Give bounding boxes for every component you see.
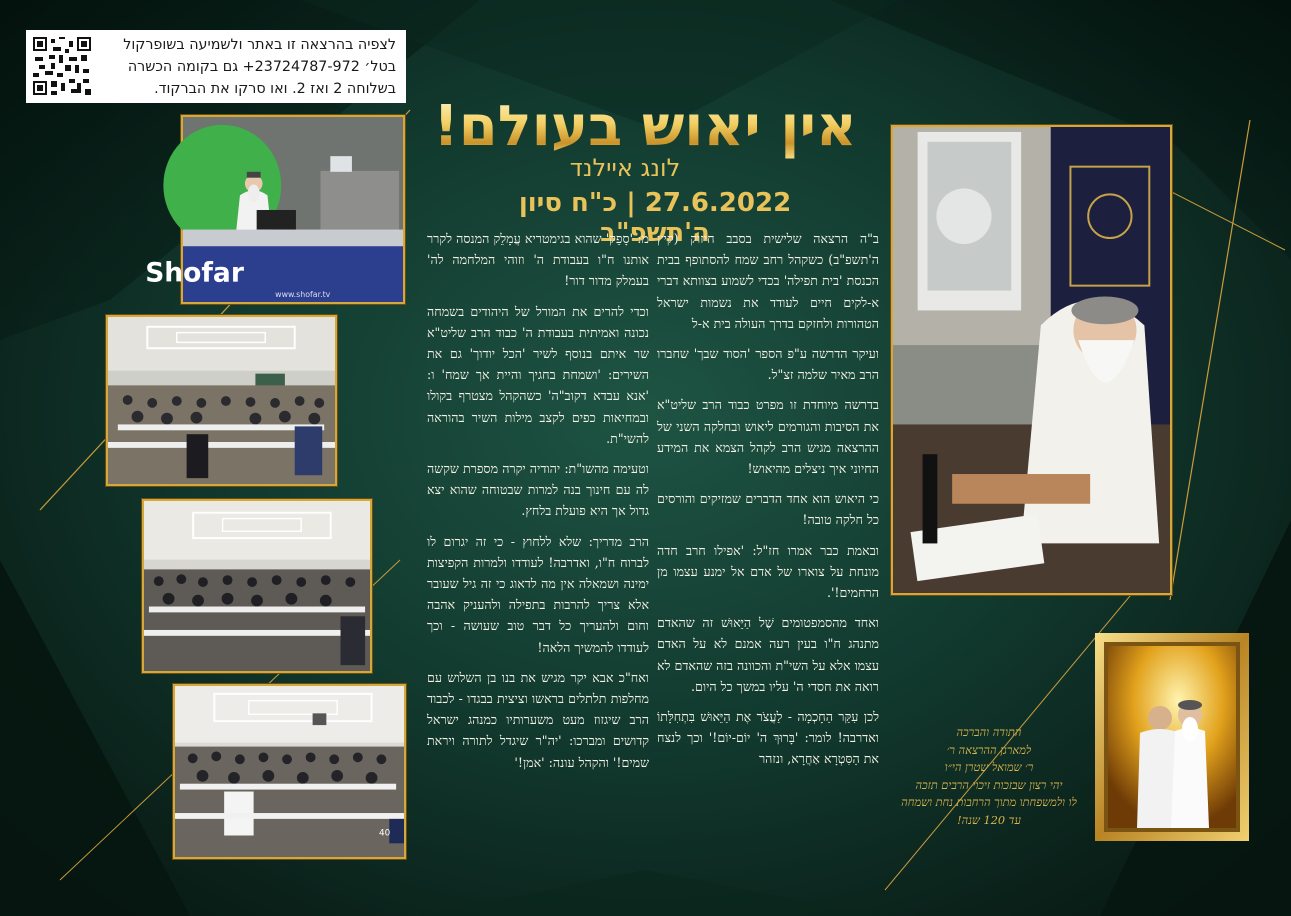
dedication-line: התודה והברכה <box>956 726 1022 739</box>
photo-audience-hall-2 <box>142 499 372 673</box>
badge-number: 40 <box>379 828 391 839</box>
dedication-line: עד 120 שנה! <box>957 813 1021 827</box>
dedication-line: לו ולמשפחתו מתוך הרחבות נחת ושמחה <box>901 796 1077 810</box>
paragraph: ועיקר הדרשה ע"פ הספר 'הסוד שבך' שחברו הרב מאיר שלמה זצ"ל. <box>657 346 879 383</box>
photo-shofar-studio <box>145 115 405 304</box>
page-title: אין יאוש בעולם! <box>420 95 870 159</box>
paragraph: ואח"כ אבא יקר מגיש את בנו בן השלוש עם מחלפות תלתלים בראשו וציצית בבגדו - לכבוד הרב שיגזוז מעט משערותיו כמנהג ישראל קדושים ומברכו: 'יה"ר שיגדל לתורה ויראת שמים!' והקהל עונה: 'אמן!' <box>427 669 649 770</box>
photo-audience-hall-1 <box>106 315 337 486</box>
paragraph: ב"ה הרצאה שלישית בסבב חיזוק (קיץ ה'תשפ"ב) כשקהל רחב שמח להסתופף בבית הכנסת 'בית תפילה' בכדי לשמוע בצוותא דברי א-לקים חיים לעודד את נשמות ישראל הטהורות ולחזקם בדרך העולה בית א-ל <box>657 231 879 331</box>
paragraph: וכדי להרים את המורל של היהודים בשמחה נכונה ואמיתית בעבודת ה' כבוד הרב שליט"א שר איתם בנוסף לשיר 'הכל יודוך' גם את השירים: 'ושמחת בחגיך והיית אך שמח' ו: 'אנא עבדא דקוב"ה' כשהקהל מצטרף בקולו ובמחיאות כפים לקצב מילות השיר בהוראה להשי"ת. <box>427 303 649 446</box>
dedication-line: ר׳ שמואל שטרן הי״ו <box>944 761 1034 775</box>
paragraph: לכן עִקַּר הַחָכְמָה - לַעֲצֹר אֶת הַיֵּאוּשׁ בִּתְחִלָּתוֹ ואדרבה! לומר: 'בָּרוּךְ ה' יוֹם-יוֹם!' וכך לנצח את הַסִּטְרָא אַחֲרָא, ונזהר <box>657 709 879 767</box>
qr-banner <box>26 30 406 103</box>
shofar-sign-text: Shofar <box>145 257 244 289</box>
paragraph: בדרשה מיוחדת זו מפרט כבוד הרב שליט"א את הסיבות והגורמים ליאוש ובחלקה השני של ההרצאה מגיש הרב לקהל הצמא את המידע החיוני איך ניצלים מהיאוש! <box>657 397 879 477</box>
paragraph: מ: 'סָפֵק' שהוא בגימטריא עֲמָלֵק המנסה לקרר אותנו ח"ו בעבודת ה' וזוהי המלחמה לה' בעמלק מדור דור! <box>427 231 649 289</box>
qr-line-1: לצפיה בהרצאה זו באתר ולשמיעה בשופרקול <box>123 37 396 53</box>
shofar-url-text: www.shofar.tv <box>275 290 331 300</box>
event-date: 27.6.2022 | כ"ח סיון ה'תשפ"ב <box>518 188 792 248</box>
dedication-text <box>878 724 1100 830</box>
photo-rabbi-lecturing <box>891 125 1172 595</box>
article-right-column <box>657 228 879 779</box>
qr-line-2: בטל׳ 23724787-972+ גם בקומה הכשרה <box>127 59 396 75</box>
article-left-column <box>427 228 649 782</box>
paragraph: וטעימה מהשו"ת: יהודיה יקרה מספרת שקשה לה עם חינוך בנה למרות שבטוחה שהוא יצא גדול אך היא פועלת בלחץ. <box>427 461 649 519</box>
photo-audience-hall-3 <box>173 684 406 859</box>
paragraph: ובאמת כבר אמרו חז"ל: 'אפילו חרב חדה מונחת על צוארו של אדם אל ימנע עצמו מן הרחמים!'. <box>657 542 879 601</box>
photo-gold-framed-portrait <box>1095 633 1249 841</box>
dedication-line: יהי רצון שבזכות זיכוי הרבים תזכה <box>915 778 1063 792</box>
dedication-line: למארגן ההרצאה ר׳ <box>946 743 1032 757</box>
paragraph: כי היאוש הוא אחד הדברים שמזיקים והורסים כל חלקה טובה! <box>657 491 879 528</box>
paragraph: הרב מדריך: שלא ללחוץ - כי זה יגרום לו לברוח ח"ו, ואדרבה! לעודדו ולמרות הקפיצות ימינה ושמאלה אין מה לדאוג כי זה גיל שעובר אלא צריך להרבות בתפילה ולהעניק אהבה וחום ולהעריך כל דבר טוב שעושה - וכך לעודדו להמשיך הלאה! <box>427 533 649 655</box>
qr-code-icon[interactable] <box>33 37 91 95</box>
paragraph: ואחד מהסמפטומים שֶׁל הַיֵּאוּשׁ זה שהאדם מתנהג ח"ו בעין רעה אמנם לא על האדם עצמו אלא על השי"ת והכוונה בזה שהאדם לא רואה את חסדי ה' עליו במשך כל היום. <box>657 615 879 694</box>
location-subtitle: לונג איילנד <box>569 154 681 182</box>
qr-line-3: בשלוחה 2 ואז 2. ואו סרקו את הברקוד. <box>154 81 396 97</box>
